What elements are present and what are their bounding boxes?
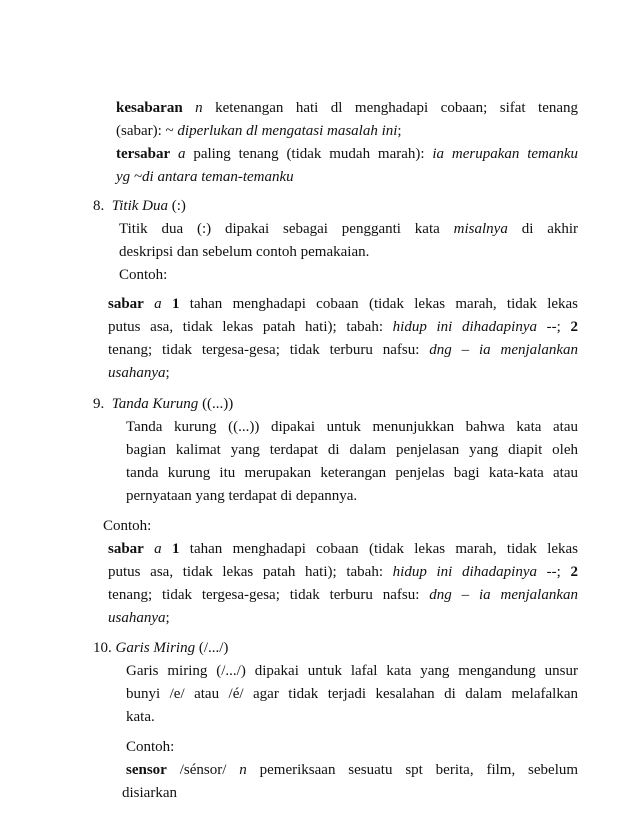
section-9-example-line4 (108, 607, 578, 630)
example-pos: a (154, 541, 162, 557)
entry-example: ia merupakan temanku (432, 146, 579, 162)
desc-text: Tanda kurung ((...)) dipakai untuk menunjukkan bahwa kata atau (126, 419, 578, 435)
section-8-example-line4 (108, 362, 578, 385)
desc-text: Titik dua (:) dipakai sebagai pengganti kata (119, 221, 440, 237)
example-pronunciation: /sénsor/ (179, 762, 227, 778)
entry-definition: ketenangan hati dl menghadapi cobaan; sifat tenang (215, 100, 579, 116)
example-text: tahan menghadapi cobaan (tidak lekas marah, tidak lekas (189, 541, 579, 557)
section-symbol: ((...)) (202, 396, 234, 412)
section-title: Garis Miring (115, 640, 196, 656)
section-10-example-line1 (126, 759, 578, 782)
section-9-desc-line1 (126, 416, 578, 439)
entry-text: (sabar): ~ (116, 123, 178, 139)
entry-text: ; (397, 123, 402, 139)
example-text: --; (546, 319, 561, 335)
section-9-example-line1 (108, 538, 578, 561)
desc-text: pernyataan yang terdapat di depannya. (126, 488, 358, 504)
entry-tersabar-line1 (116, 143, 578, 166)
section-9-example-line2 (108, 561, 578, 584)
example-sense-number: 2 (570, 319, 579, 335)
example-term: sabar (108, 296, 144, 312)
example-text: putus asa, tidak lekas patah hati); tabah: (108, 564, 383, 580)
example-text: --; (546, 564, 561, 580)
desc-text: di akhir (521, 221, 579, 237)
section-10-heading (93, 637, 578, 660)
section-9-desc-line3 (126, 462, 578, 485)
example-label: Contoh: (103, 518, 152, 534)
example-label: Contoh: (119, 267, 168, 283)
desc-text: bagian kalimat yang terdapat di dalam penjelasan yang diapit oleh (126, 442, 578, 458)
example-text: tenang; tidak tergesa-gesa; tidak terburu nafsu: (108, 587, 420, 603)
example-italic: usahanya (108, 610, 166, 626)
example-pos: n (239, 762, 247, 778)
example-term: sabar (108, 541, 144, 557)
section-number: 10. (93, 640, 112, 656)
example-term: sensor (126, 762, 167, 778)
desc-text: deskripsi dan sebelum contoh pemakaian. (119, 244, 370, 260)
section-symbol: (/.../) (198, 640, 229, 656)
example-italic: hidup ini dihadapinya (392, 319, 537, 335)
section-8-example-line3 (108, 339, 578, 362)
section-number: 9. (93, 396, 105, 412)
example-pos: a (154, 296, 162, 312)
desc-italic: misalnya (453, 221, 508, 237)
section-title: Tanda Kurung (111, 396, 199, 412)
example-text: ; (165, 610, 170, 626)
entry-term: kesabaran (116, 100, 183, 116)
desc-text: bunyi /e/ atau /é/ agar tidak terjadi kesalahan di dalam melafalkan (126, 686, 578, 702)
example-text: ; (165, 365, 170, 381)
entry-example: yg ~di antara teman-temanku (116, 169, 294, 185)
entry-example: diperlukan dl mengatasi masalah ini (177, 123, 398, 139)
example-italic: dng – ia menjalankan (429, 587, 578, 603)
example-sense-number: 2 (570, 564, 579, 580)
section-9-desc-line4 (126, 485, 578, 508)
section-title: Titik Dua (111, 198, 169, 214)
section-9-example-label (103, 515, 151, 538)
example-text: tahan menghadapi cobaan (tidak lekas marah, tidak lekas (189, 296, 579, 312)
desc-text: kata. (126, 709, 155, 725)
entry-tersabar-line2 (116, 166, 578, 189)
section-8-heading (93, 195, 578, 218)
example-italic: hidup ini dihadapinya (392, 564, 537, 580)
section-8-example-label (119, 264, 167, 287)
entry-kesabaran-line2 (116, 120, 578, 143)
entry-definition: paling tenang (tidak mudah marah): (193, 146, 425, 162)
section-10-desc-line2 (126, 683, 578, 706)
section-8-example-line1 (108, 293, 578, 316)
section-9-heading (93, 393, 578, 416)
example-sense-number: 1 (171, 296, 180, 312)
entry-pos: a (177, 146, 186, 162)
desc-text: tanda kurung itu merupakan keterangan penjelas bagi kata-kata atau (126, 465, 578, 481)
entry-kesabaran-line1 (116, 97, 578, 120)
example-text: pemeriksaan sesuatu spt berita, film, sebelum (259, 762, 579, 778)
example-label: Contoh: (126, 739, 175, 755)
section-10-example-line2 (122, 782, 574, 805)
desc-text: Garis miring (/.../) dipakai untuk lafal kata yang mengandung unsur (126, 663, 578, 679)
example-text: putus asa, tidak lekas patah hati); tabah: (108, 319, 383, 335)
section-9-example-line3 (108, 584, 578, 607)
entry-term: tersabar (116, 146, 171, 162)
example-sense-number: 1 (171, 541, 180, 557)
section-10-example-label (126, 736, 174, 759)
section-10-desc-line3 (126, 706, 578, 729)
entry-pos: n (195, 100, 203, 116)
section-number: 8. (93, 198, 105, 214)
section-8-desc-line1 (119, 218, 578, 241)
section-symbol: (:) (171, 198, 186, 214)
example-italic: dng – ia menjalankan (429, 342, 578, 358)
example-italic: usahanya (108, 365, 166, 381)
section-10-desc-line1 (126, 660, 578, 683)
example-text: disiarkan (122, 785, 177, 801)
section-9-desc-line2 (126, 439, 578, 462)
example-text: tenang; tidak tergesa-gesa; tidak terburu nafsu: (108, 342, 420, 358)
section-8-desc-line2 (119, 241, 578, 264)
section-8-example-line2 (108, 316, 578, 339)
